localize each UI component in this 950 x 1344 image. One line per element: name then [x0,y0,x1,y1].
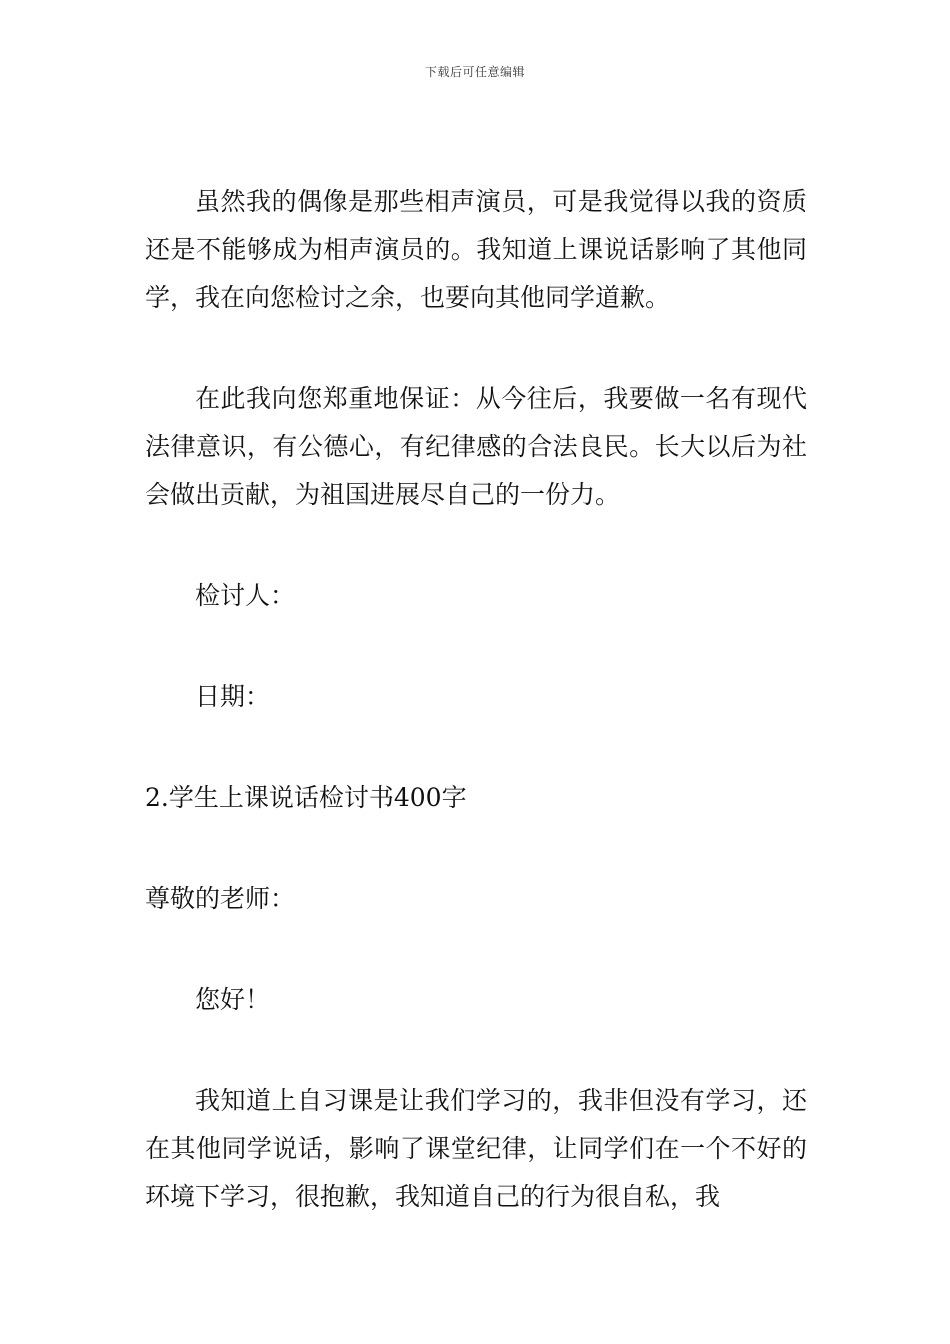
document-body [145,178,807,1274]
greeting: 您好！ [195,985,271,1014]
salutation: 尊敬的老师： [145,884,296,913]
page-header-note: 下载后可任意编辑 [424,65,525,79]
section-heading: 2.学生上课说话检讨书400字 [145,783,467,812]
paragraph-self-study-apology: 我知道上自习课是让我们学习的，我非但没有学习，还在其他同学说话，影响了课堂纪律，让同学们在一个不好的环境下学习，很抱歉，我知道自己的行为很自私，我 [145,1086,807,1211]
date-line: 日期： [195,682,271,711]
paragraph-pledge: 在此我向您郑重地保证：从今往后，我要做一名有现代法律意识，有公德心，有纪律感的合法良民。长大以后为社会做出贡献，为祖国进展尽自己的一份力。 [145,384,807,509]
signature-line: 检讨人： [195,581,296,610]
paragraph-apology-idols: 虽然我的偶像是那些相声演员，可是我觉得以我的资质还是不能够成为相声演员的。我知道上课说话影响了其他同学，我在向您检讨之余，也要向其他同学道歉。 [145,187,807,312]
